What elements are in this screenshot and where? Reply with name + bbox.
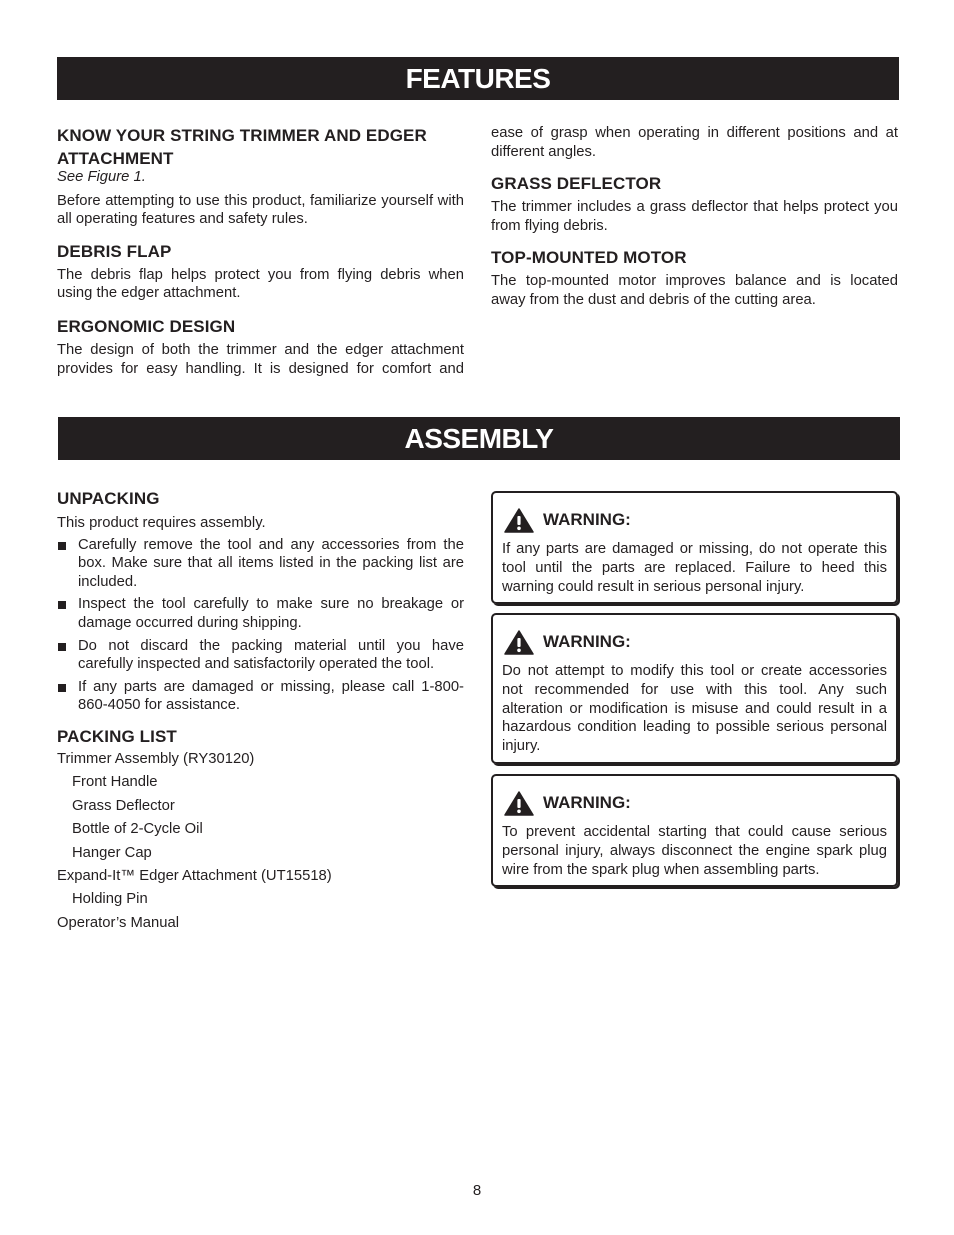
packing-list-item: Holding Pin <box>72 891 148 908</box>
packing-list-item: Expand-It™ Edger Attachment (UT15518) <box>57 867 332 884</box>
warning-label: WARNING: <box>543 509 631 529</box>
unpacking-intro: This product requires assembly. <box>57 515 266 531</box>
unpacking-heading: UNPACKING <box>57 489 160 508</box>
figure-reference: See Figure 1. <box>57 169 146 185</box>
bullet-square-icon <box>58 542 66 550</box>
packing-list-item: Operator’s Manual <box>57 914 180 931</box>
features-banner <box>57 57 899 100</box>
unpacking-bullet: Carefully remove the tool and any accessories from the box. Make sure that all items listed in the packing list are included. <box>57 536 464 592</box>
warning-text: If any parts are damaged or missing, do not operate this tool until the parts are replaced. Failure to heed this warning could result in serious personal injury. <box>502 541 887 595</box>
warning-text: To prevent accidental starting that could cause serious personal injury, always disconnect the engine spark plug wire from the spark plug when assembling parts. <box>502 824 887 878</box>
features-right-column <box>491 124 898 310</box>
unpacking-bullet: If any parts are damaged or missing, please call 1-800-860-4050 for assistance. <box>57 678 464 715</box>
know-heading: KNOW YOUR STRING TRIMMER AND EDGER ATTACHMENT <box>57 126 427 168</box>
bullet-square-icon <box>58 643 66 651</box>
know-body: Before attempting to use this product, familiarize yourself with all operating features and safety rules. <box>57 192 464 228</box>
ergonomic-body-part2: ease of grasp when operating in different positions and at different angles. <box>491 125 898 160</box>
warning-header <box>502 786 887 820</box>
packing-list-item: Bottle of 2-Cycle Oil <box>72 821 203 838</box>
assembly-left-column <box>57 488 464 935</box>
warning-header <box>502 503 887 537</box>
bullet-square-icon <box>58 601 66 609</box>
warning-box <box>491 613 898 764</box>
assembly-banner <box>58 417 900 460</box>
motor-heading: TOP-MOUNTED MOTOR <box>491 248 687 268</box>
debris-flap-heading: DEBRIS FLAP <box>57 241 172 261</box>
features-left-column <box>57 124 464 378</box>
features-title: FEATURES <box>405 62 551 94</box>
packing-list <box>57 748 464 935</box>
debris-flap-body: The debris flap helps protect you from flying debris when using the edger attachment. <box>57 266 464 302</box>
unpacking-bullet: Do not discard the packing material until you have carefully inspected and satisfactorily operated the tool. <box>57 637 464 674</box>
warning-box <box>491 491 898 604</box>
warning-label: WARNING: <box>543 792 631 812</box>
assembly-title: ASSEMBLY <box>404 422 554 454</box>
packing-list-item: Front Handle <box>72 774 158 791</box>
warning-triangle-icon <box>504 630 534 655</box>
unpacking-bullet: Inspect the tool carefully to make sure no breakage or damage occurred during shipping. <box>57 595 464 632</box>
packing-list-item: Hanger Cap <box>72 844 152 861</box>
packing-list-heading: PACKING LIST <box>57 726 177 746</box>
grass-deflector-heading: GRASS DEFLECTOR <box>491 174 662 194</box>
packing-list-item: Trimmer Assembly (RY30120) <box>57 750 255 767</box>
bullet-square-icon <box>58 684 66 692</box>
warning-box <box>491 774 898 887</box>
warning-label: WARNING: <box>543 631 631 651</box>
warning-text: Do not attempt to modify this tool or create accessories not recommended for use with this tool. Any such alteration or modification is misuse and could result in a hazardous condition leading to possible serious personal injury. <box>502 663 887 755</box>
motor-body: The top-mounted motor improves balance and is located away from the dust and debris of the cutting area. <box>491 273 898 308</box>
ergonomic-body-part1: The design of both the trimmer and the edger attachment provides for easy handling. It is designed for comfort and <box>57 341 464 377</box>
grass-deflector-body: The trimmer includes a grass deflector that helps protect you from flying debris. <box>491 199 898 234</box>
warning-triangle-icon <box>504 508 534 533</box>
ergonomic-heading: ERGONOMIC DESIGN <box>57 316 236 336</box>
page-number: 8 <box>472 1182 482 1199</box>
warning-header <box>502 625 887 659</box>
warning-triangle-icon <box>504 791 534 816</box>
packing-list-item: Grass Deflector <box>72 797 175 814</box>
